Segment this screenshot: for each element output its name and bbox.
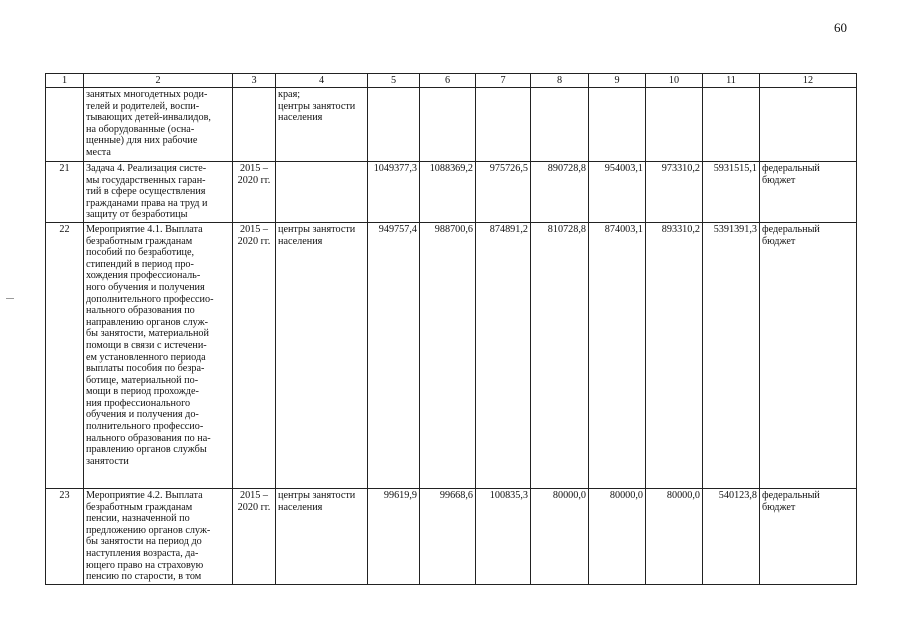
column-header: 12	[760, 74, 857, 88]
amount-cell-7: 874891,2	[476, 222, 531, 488]
activity-name-line: наступления возраста, да-	[86, 547, 199, 559]
period-cell: 2015 – 2020 гг.	[233, 222, 276, 488]
activity-name-line: пенсию по старости, в том	[86, 571, 202, 583]
period-cell	[233, 88, 276, 162]
activity-name-line: гражданами права на труд и	[86, 197, 208, 209]
amount-cell-6	[420, 88, 476, 162]
amount-cell-11: 5931515,1	[703, 162, 760, 223]
amount-cell-10	[646, 88, 703, 162]
activity-name-line: мы государственных гаран-	[86, 174, 206, 186]
activity-name-line: обучения и получения до-	[86, 409, 199, 421]
activity-name-line: бы занятости на период до	[86, 536, 202, 548]
column-header: 2	[84, 74, 233, 88]
amount-cell-7: 975726,5	[476, 162, 531, 223]
activity-name-line: места	[86, 146, 111, 158]
activity-name-line: тывающих детей-инвалидов,	[86, 112, 211, 124]
table-row	[46, 488, 857, 584]
amount-cell-5	[368, 88, 420, 162]
activity-name-line: нального образования по	[86, 305, 195, 317]
amount-cell-11: 5391391,3	[703, 222, 760, 488]
activity-name-line: на оборудованные (осна-	[86, 123, 195, 135]
amount-cell-9	[589, 88, 646, 162]
activity-name-line: ющего право на страховую	[86, 559, 204, 571]
row-number-cell: 23	[46, 488, 84, 584]
activity-name-line: пособий по безработице,	[86, 247, 195, 259]
column-header: 7	[476, 74, 531, 88]
amount-cell-9: 954003,1	[589, 162, 646, 223]
activity-name-cell	[84, 222, 233, 488]
activity-name-line: занятости	[86, 455, 129, 467]
scan-artifact-mark	[6, 298, 14, 299]
amount-cell-9: 80000,0	[589, 488, 646, 584]
row-number-cell	[46, 88, 84, 162]
activity-name-line: телей и родителей, воспи-	[86, 100, 200, 112]
column-header: 6	[420, 74, 476, 88]
column-header: 10	[646, 74, 703, 88]
amount-cell-10: 80000,0	[646, 488, 703, 584]
funding-source-cell: федеральный бюджет	[760, 162, 857, 223]
row-number-cell: 22	[46, 222, 84, 488]
activity-name-line: бы занятости, материальной	[86, 328, 209, 340]
amount-cell-6: 988700,6	[420, 222, 476, 488]
amount-cell-11	[703, 88, 760, 162]
activity-name-line: дополнительного профессио-	[86, 293, 214, 305]
amount-cell-10: 973310,2	[646, 162, 703, 223]
period-cell: 2015 – 2020 гг.	[233, 162, 276, 223]
amount-cell-7: 100835,3	[476, 488, 531, 584]
amount-cell-5: 949757,4	[368, 222, 420, 488]
activity-name-line: безработным гражданам	[86, 235, 193, 247]
activity-name-line: мощи в период прохожде-	[86, 386, 199, 398]
column-header: 11	[703, 74, 760, 88]
activity-name-line: направлению органов служ-	[86, 316, 209, 328]
activity-name-line: хождения профессиональ-	[86, 270, 201, 282]
activity-name-line: защиту от безработицы	[86, 209, 188, 221]
amount-cell-11: 540123,8	[703, 488, 760, 584]
amount-cell-7	[476, 88, 531, 162]
activity-name-line: пенсии, назначенной по	[86, 513, 190, 525]
activity-name-line: тий в сфере осуществления	[86, 186, 206, 198]
funding-source-cell: федеральный бюджет	[760, 488, 857, 584]
activity-name-cell	[84, 88, 233, 162]
activity-name-line: ем установленного периода	[86, 351, 206, 363]
activity-name-cell	[84, 162, 233, 223]
activity-name-line: полнительного профессио-	[86, 421, 204, 433]
executor-cell: центры занятости населения	[276, 222, 368, 488]
activity-name-line: стипендий в период про-	[86, 258, 194, 270]
column-number-row	[46, 74, 857, 88]
activity-name-line: Задача 4. Реализация систе-	[86, 163, 207, 174]
column-header: 1	[46, 74, 84, 88]
column-header: 5	[368, 74, 420, 88]
executor-cell: центры занятости населения	[276, 488, 368, 584]
activity-name-line: правлению органов службы	[86, 444, 207, 456]
amount-cell-5: 1049377,3	[368, 162, 420, 223]
activity-name-line: ботице, материальной по-	[86, 374, 199, 386]
activity-name-line: выплаты пособия по безра-	[86, 363, 205, 375]
page-number: 60	[834, 20, 847, 35]
amount-cell-8: 80000,0	[531, 488, 589, 584]
activity-name-line: щенные) для них рабочие	[86, 135, 198, 147]
amount-cell-10: 893310,2	[646, 222, 703, 488]
activity-name-line: Мероприятие 4.2. Выплата	[86, 489, 203, 501]
table-row	[46, 222, 857, 488]
amount-cell-6: 99668,6	[420, 488, 476, 584]
column-header: 9	[589, 74, 646, 88]
table-row	[46, 162, 857, 223]
period-cell: 2015 – 2020 гг.	[233, 488, 276, 584]
activity-name-line: предложению органов служ-	[86, 524, 211, 536]
amount-cell-8	[531, 88, 589, 162]
row-number-cell: 21	[46, 162, 84, 223]
activity-name-line: нального образования по на-	[86, 432, 211, 444]
column-header: 3	[233, 74, 276, 88]
column-header: 8	[531, 74, 589, 88]
activity-name-cell	[84, 488, 233, 584]
amount-cell-6: 1088369,2	[420, 162, 476, 223]
activity-name-line: ного обучения и получения	[86, 281, 205, 293]
program-table	[45, 73, 857, 585]
amount-cell-8: 810728,8	[531, 222, 589, 488]
funding-source-cell: федеральный бюджет	[760, 222, 857, 488]
amount-cell-8: 890728,8	[531, 162, 589, 223]
activity-name-line: помощи в связи с истечени-	[86, 339, 207, 351]
activity-name-line: занятых многодетных роди-	[86, 89, 208, 100]
table-row	[46, 88, 857, 162]
funding-source-cell	[760, 88, 857, 162]
activity-name-line: безработным гражданам	[86, 501, 193, 513]
activity-name-line: ния профессионального	[86, 397, 191, 409]
activity-name-line: Мероприятие 4.1. Выплата	[86, 223, 203, 235]
column-header: 4	[276, 74, 368, 88]
amount-cell-5: 99619,9	[368, 488, 420, 584]
executor-cell	[276, 162, 368, 223]
executor-cell: края; центры занятости населения	[276, 88, 368, 162]
amount-cell-9: 874003,1	[589, 222, 646, 488]
